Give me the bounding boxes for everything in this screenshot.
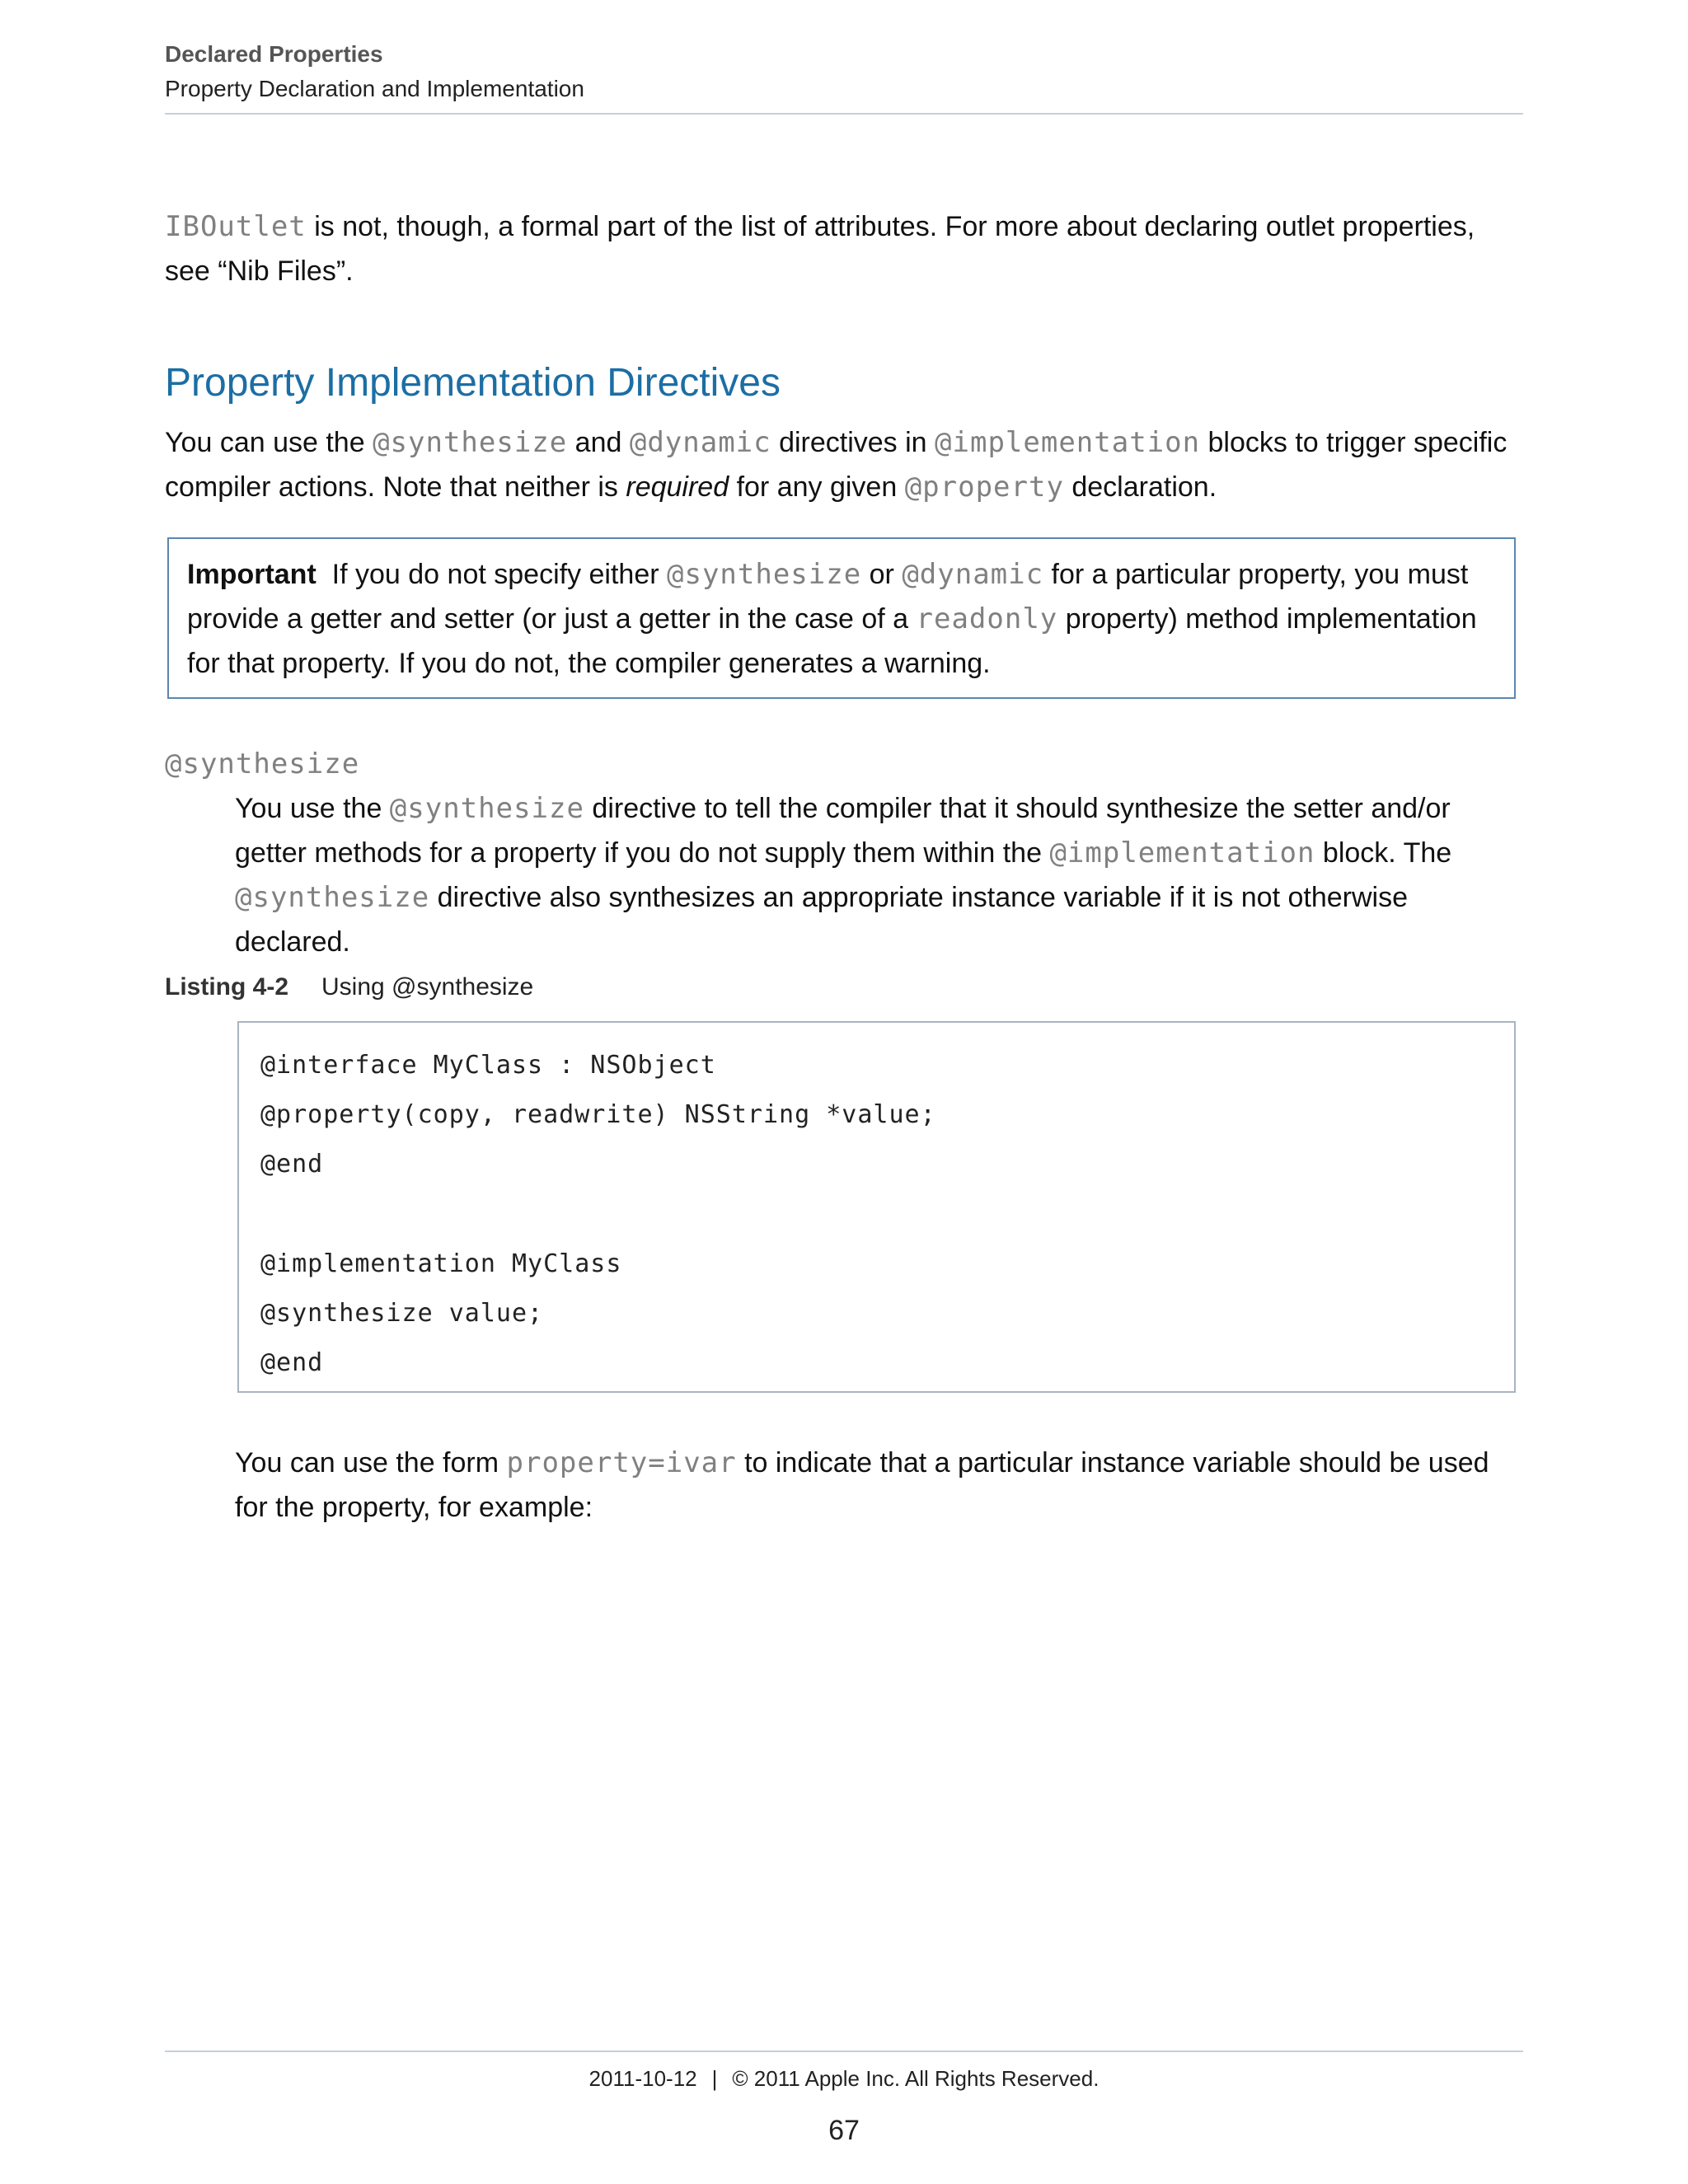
chapter-title: Declared Properties	[165, 41, 383, 67]
footer-separator: |	[711, 2066, 718, 2091]
inline-code: @dynamic	[902, 558, 1044, 591]
text-run: You can use the form	[235, 1447, 507, 1479]
text-run: If you do not specify either	[316, 559, 668, 590]
inline-code: readonly	[916, 602, 1058, 635]
inline-code: @synthesize	[373, 426, 568, 459]
definition-description	[235, 786, 1523, 964]
important-note-box	[167, 537, 1516, 699]
directives-paragraph	[165, 420, 1523, 509]
text-run: blocks to trigger specific compiler actions. Note that neither is	[165, 427, 1507, 503]
inline-code: @synthesize	[235, 881, 430, 914]
running-header	[165, 37, 1523, 106]
paragraph-text: is not, though, a formal part of the list of attributes. For more about declaring outlet properties, see “Nib Files”.	[165, 211, 1475, 287]
inline-code: IBOutlet	[165, 210, 307, 243]
listing-number: Listing 4-2	[165, 973, 289, 1001]
text-run: to indicate that a particular instance variable should be used for the property, for example:	[235, 1447, 1489, 1523]
section-heading: Property Implementation Directives	[165, 361, 781, 405]
code-listing	[237, 1021, 1516, 1393]
footer-copyright: © 2011 Apple Inc. All Rights Reserved.	[732, 2066, 1100, 2091]
listing-caption	[165, 969, 1523, 1005]
inline-code: @implementation	[935, 426, 1201, 459]
text-run: You can use the	[165, 427, 373, 458]
header-divider	[165, 113, 1523, 115]
code-line: @property(copy, readwrite) NSString *value;	[260, 1100, 936, 1130]
footer-date: 2011-10-12	[588, 2066, 697, 2091]
inline-code: property=ivar	[506, 1446, 737, 1479]
text-run: directive to tell the compiler that it should synthesize the setter and/or getter methods for a property if you do not supply them within the	[235, 793, 1451, 869]
form-paragraph	[235, 1441, 1523, 1530]
footer-divider	[165, 2050, 1523, 2052]
intro-paragraph	[165, 204, 1523, 293]
inline-code: @synthesize	[389, 792, 584, 825]
code-line: @end	[260, 1348, 324, 1378]
code-line: @interface MyClass : NSObject	[260, 1051, 716, 1080]
text-run: property) method implementation for that property. If you do not, the compiler generates a warning.	[187, 603, 1477, 679]
section-title: Property Declaration and Implementation	[165, 76, 584, 101]
text-run: directive also synthesizes an appropriate instance variable if it is not otherwise declared.	[235, 882, 1409, 958]
text-run: block. The	[1315, 837, 1452, 869]
code-line	[260, 1190, 1493, 1240]
important-label: Important	[187, 559, 316, 590]
footer	[0, 2062, 1688, 2095]
emphasis: required	[626, 471, 729, 503]
inline-code: @property	[904, 471, 1064, 504]
text-run: or	[861, 559, 903, 590]
page-number: 67	[828, 2115, 860, 2146]
inline-code: @dynamic	[629, 426, 771, 459]
code-line: @synthesize value;	[260, 1298, 544, 1328]
code-line: @end	[260, 1150, 324, 1179]
listing-title: Using @synthesize	[321, 973, 534, 1001]
text-run: for a particular property, you must provide a getter and setter (or just a getter in the case of a	[187, 559, 1469, 635]
text-run: and	[567, 427, 630, 458]
text-run: declaration.	[1063, 471, 1217, 503]
definition-term: @synthesize	[165, 748, 360, 780]
text-run: directives in	[771, 427, 935, 458]
code-line: @implementation MyClass	[260, 1249, 622, 1278]
text-run: You use the	[235, 793, 390, 824]
inline-code: @implementation	[1049, 837, 1315, 869]
text-run: for any given	[729, 471, 905, 503]
inline-code: @synthesize	[667, 558, 862, 591]
